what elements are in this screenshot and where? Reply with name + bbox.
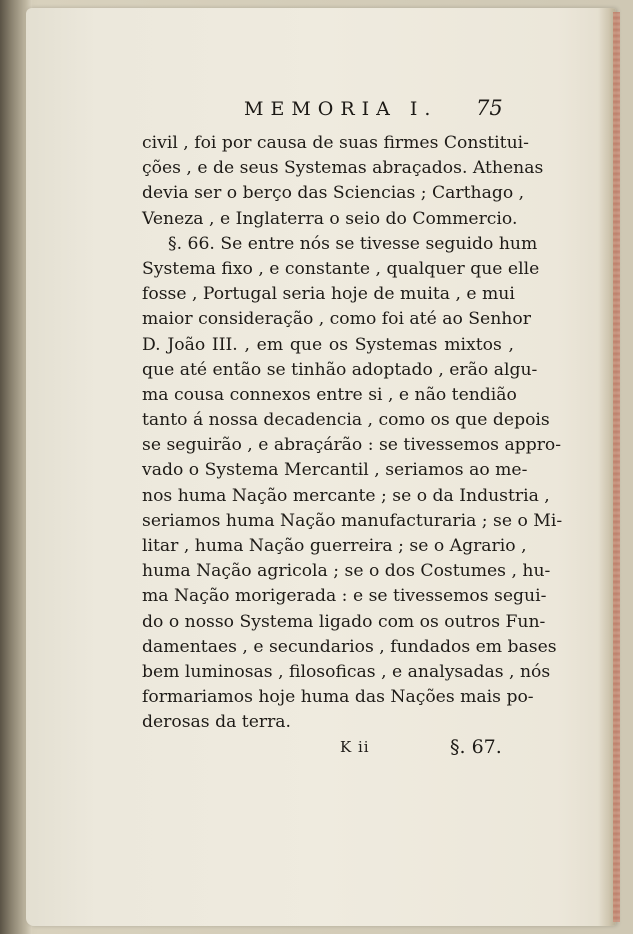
- text-line: fosse , Portugal seria hoje de muita , e mui: [142, 284, 515, 305]
- catchword: §. 67.: [450, 736, 502, 758]
- text-line: ma cousa connexos entre si , e não tendião: [142, 384, 517, 405]
- text-line: Veneza , e Inglaterra o seio do Commercio.: [142, 208, 518, 229]
- text-line: civil , foi por causa de suas firmes Constitui-: [142, 133, 529, 153]
- text-line: seriamos huma Nação manufacturaria ; se o Mi-: [142, 510, 563, 531]
- text-line: nos huma Nação mercante ; se o da Industria ,: [142, 485, 550, 506]
- signature-mark: K ii: [340, 738, 370, 756]
- text-line: §. 66. Se entre nós se tivesse seguido hum: [168, 233, 538, 254]
- text-line: huma Nação agricola ; se o dos Costumes , hu-: [142, 561, 551, 582]
- text-line: Systema fixo , e constante , qualquer que elle: [142, 258, 540, 279]
- text-line: se seguirão , e abraçárão : se tivessemos appro-: [142, 435, 562, 456]
- text-line: formariamos hoje huma das Nações mais po-: [142, 687, 534, 708]
- text-line: litar , huma Nação guerreira ; se o Agrario ,: [142, 536, 527, 556]
- text-line: devia ser o berço das Sciencias ; Carthago ,: [142, 183, 525, 204]
- red-page-edges: [613, 12, 620, 922]
- text-line: que até então se tinhão adoptado , erão algu-: [142, 359, 538, 380]
- text-line: do o nosso Systema ligado com os outros Fun-: [142, 611, 546, 632]
- text-line: vado o Systema Mercantil , seriamos ao me-: [142, 460, 528, 481]
- text-line: ções , e de seus Systemas abraçados. Athenas: [142, 158, 544, 179]
- page-number: 75: [476, 96, 503, 120]
- running-head: [0, 96, 633, 126]
- running-head-title: MEMORIA I.: [244, 98, 438, 120]
- text-line: maior consideração , como foi até ao Senhor: [142, 309, 531, 330]
- text-line: D. João III. , em que os Systemas mixtos ,: [142, 334, 514, 355]
- text-line: ma Nação morigerada : e se tivessemos segui-: [142, 586, 547, 607]
- page-footer: [0, 736, 633, 766]
- text-line: bem luminosas , filosoficas , e analysadas , nós: [142, 661, 551, 682]
- text-line: damentaes , e secundarios , fundados em bases: [142, 636, 557, 657]
- text-line: derosas da terra.: [142, 712, 292, 733]
- body-text: [142, 131, 563, 736]
- text-line: tanto á nossa decadencia , como os que depois: [142, 410, 550, 431]
